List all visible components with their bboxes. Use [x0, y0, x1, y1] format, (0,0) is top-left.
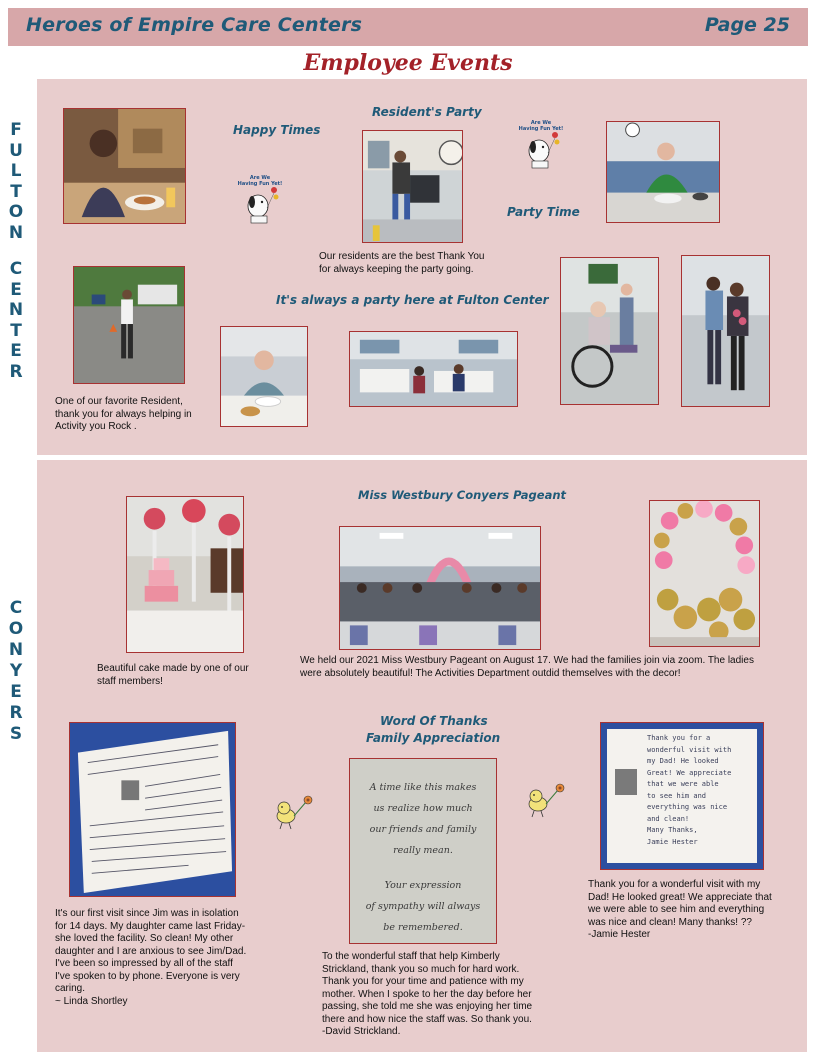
- photo-woman-eating: [63, 108, 186, 224]
- photo-dining-room: [349, 331, 518, 407]
- text-jamie-letter: Thank you for a wonderful visit with my Dad! He looked great! We appreciate that we were able to see him and everything was nice and clean! Many thanks! ?? -Jamie Hester: [588, 879, 772, 940]
- caption-always-party: It's always a party here at Fulton Center: [276, 293, 549, 307]
- caption-happy-times: Happy Times: [233, 123, 321, 137]
- photo-resident-dancing: [362, 130, 463, 243]
- photo-resident-wheelchair: [560, 257, 659, 405]
- woodstock-flower-icon: [522, 780, 570, 822]
- photo-pageant-room: [339, 526, 541, 650]
- text-linda-letter: It's our first visit since Jim was in isolation for 14 days. My daughter came last Friday- she loved the facility. So clean! My other daughter and I are anxious to see Jim/Dad. I've been so impressed by all of the staff I've spoken to by phone. Everyone is very caring. ~ Linda Shortley: [55, 908, 247, 1007]
- photo-resident-outdoors: [73, 266, 185, 384]
- fulton-side-label: F U L T O N C E N T E R: [8, 120, 24, 382]
- conyers-side-label: C O N Y E R S: [8, 598, 24, 744]
- photo-cake: [126, 496, 244, 653]
- snoopy-badge-icon: [517, 117, 565, 171]
- svg-text:Are We: Are We: [249, 175, 271, 181]
- snoopy-badge-icon: [236, 172, 284, 226]
- text-pageant-description: We held our 2021 Miss Westbury Pageant on August 17. We had the families join via zoom. The ladies were absolutely beautiful! The Activities Department outdid themselves with the decor!: [300, 655, 754, 679]
- text-david-letter: To the wonderful staff that help Kimberly Strickland, thank you so much for hard work. Thank you for your time and patience with my mother. When I spoke to her the day before her passing, she told me she was enjoying her time there and how nice the staff was. So thank you. -David Strickland.: [322, 951, 533, 1037]
- header-title: Heroes of Empire Care Centers: [26, 14, 363, 36]
- photo-balloon-arch: [649, 500, 760, 647]
- photo-man-green-shirt: [606, 121, 720, 223]
- photo-handwritten-card-right: Thank you for a wonderful visit with my Dad! He looked Great! We appreciate that we were able to see him and everything was nice and clean! Many Thanks, Jamie Hester: [600, 722, 764, 870]
- photo-dancing-couple: [681, 255, 770, 407]
- text-cake: Beautiful cake made by one of our staff members!: [97, 663, 249, 687]
- svg-text:Are We: Are We: [530, 120, 552, 126]
- caption-residents-party: Resident's Party: [372, 105, 482, 119]
- photo-man-eating: [220, 326, 308, 427]
- photo-handwritten-card-left: [69, 722, 236, 897]
- caption-family-appreciation: Family Appreciation: [366, 731, 501, 745]
- page-number: Page 25: [704, 14, 790, 36]
- photo-sympathy-card: A time like this makes us realize how much our friends and family really mean. Your expression of sympathy will always be remembered.: [349, 758, 497, 944]
- svg-text:Having Fun Yet!: Having Fun Yet!: [237, 181, 283, 187]
- caption-party-time: Party Time: [507, 205, 580, 219]
- text-residents-best: Our residents are the best Thank You for always keeping the party going.: [319, 251, 485, 275]
- woodstock-flower-icon: [270, 792, 318, 834]
- section-title: Employee Events: [303, 50, 513, 76]
- text-favorite-resident: One of our favorite Resident, thank you for always helping in Activity you Rock .: [55, 396, 192, 432]
- caption-word-of-thanks: Word Of Thanks: [380, 714, 488, 728]
- svg-text:Having Fun Yet!: Having Fun Yet!: [518, 126, 564, 132]
- caption-pageant: Miss Westbury Conyers Pageant: [358, 488, 567, 502]
